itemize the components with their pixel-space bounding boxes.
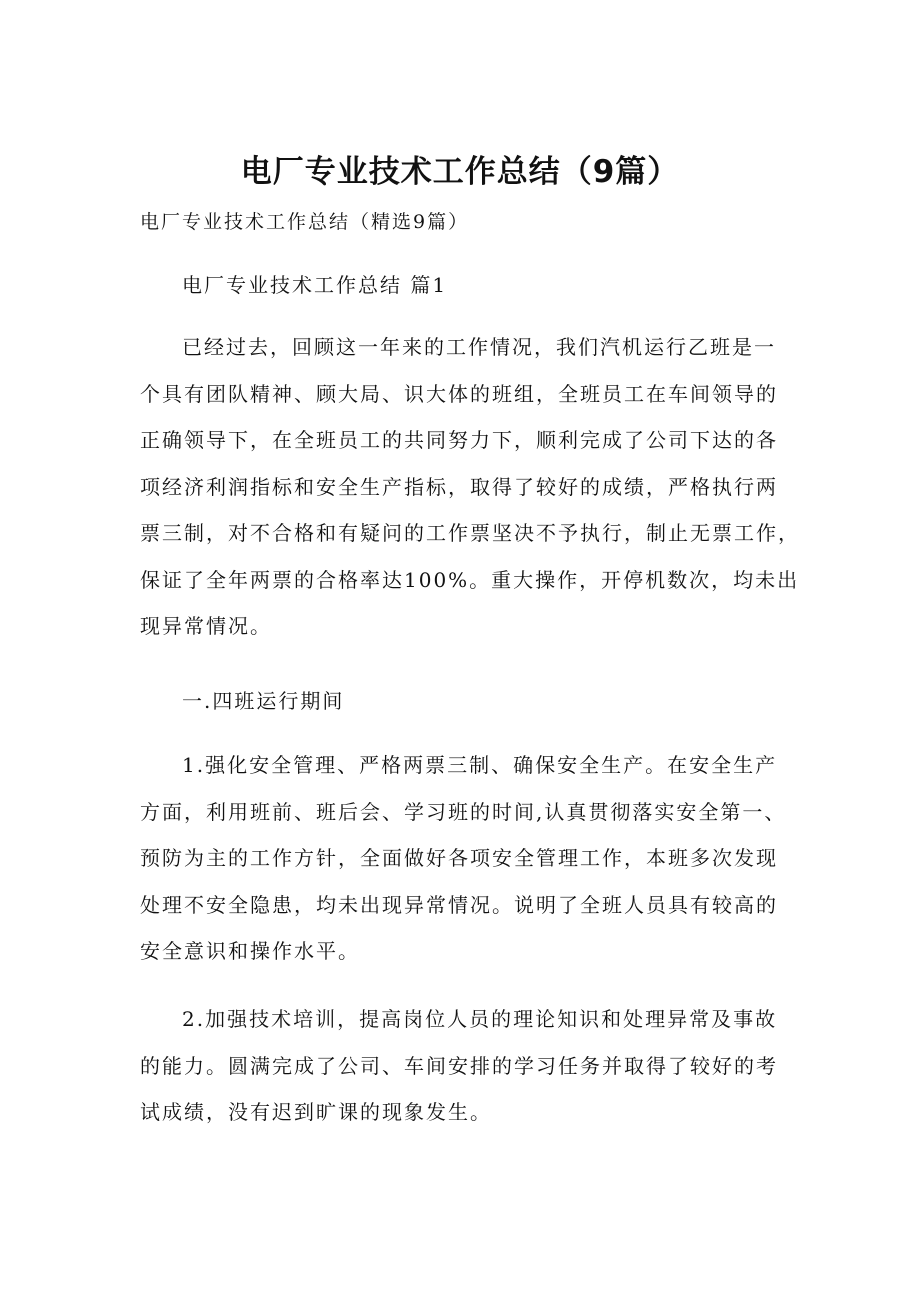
paragraph-line: 保证了全年两票的合格率达100%。重大操作，开停机数次，均未出 <box>140 567 800 592</box>
paragraph-intro <box>140 324 800 650</box>
section-heading: 电厂专业技术工作总结 篇1 <box>182 273 448 297</box>
paragraph-line: 预防为主的工作方针，全面做好各项安全管理工作，本班多次发现 <box>140 846 778 870</box>
document-subtitle: 电厂专业技术工作总结（精选9篇） <box>140 211 470 233</box>
paragraph-line: 2.加强技术培训，提高岗位人员的理论知识和处理异常及事故 <box>182 1007 778 1031</box>
paragraph-line: 的能力。圆满完成了公司、车间安排的学习任务并取得了较好的考 <box>140 1053 778 1078</box>
paragraph-line: 个具有团队精神、顾大局、识大体的班组，全班员工在车间领导的 <box>140 381 778 406</box>
paragraph-line: 已经过去，回顾这一年来的工作情况，我们汽机运行乙班是一 <box>182 335 776 359</box>
paragraph-line: 现异常情况。 <box>140 614 272 638</box>
paragraph-line: 项经济利润指标和安全生产指标，取得了较好的成绩，严格执行两 <box>140 474 778 499</box>
paragraph-line: 处理不安全隐患，均未出现异常情况。说明了全班人员具有较高的 <box>140 892 778 917</box>
document-title: 电厂专业技术工作总结（9篇） <box>240 154 680 190</box>
subsection-heading: 一.四班运行期间 <box>182 689 345 713</box>
paragraph-training <box>140 996 790 1136</box>
paragraph-line: 1.强化安全管理、严格两票三制、确保安全生产。在安全生产 <box>182 753 778 777</box>
paragraph-line: 方面，利用班前、班后会、学习班的时间,认真贯彻落实安全第一、 <box>140 799 787 824</box>
paragraph-line: 正确领导下，在全班员工的共同努力下，顺利完成了公司下达的各 <box>140 428 778 452</box>
paragraph-safety <box>140 742 790 975</box>
paragraph-line: 票三制，对不合格和有疑问的工作票坚决不予执行，制止无票工作， <box>140 521 800 545</box>
paragraph-line: 安全意识和操作水平。 <box>140 939 360 963</box>
paragraph-line: 试成绩，没有迟到旷课的现象发生。 <box>140 1100 492 1124</box>
